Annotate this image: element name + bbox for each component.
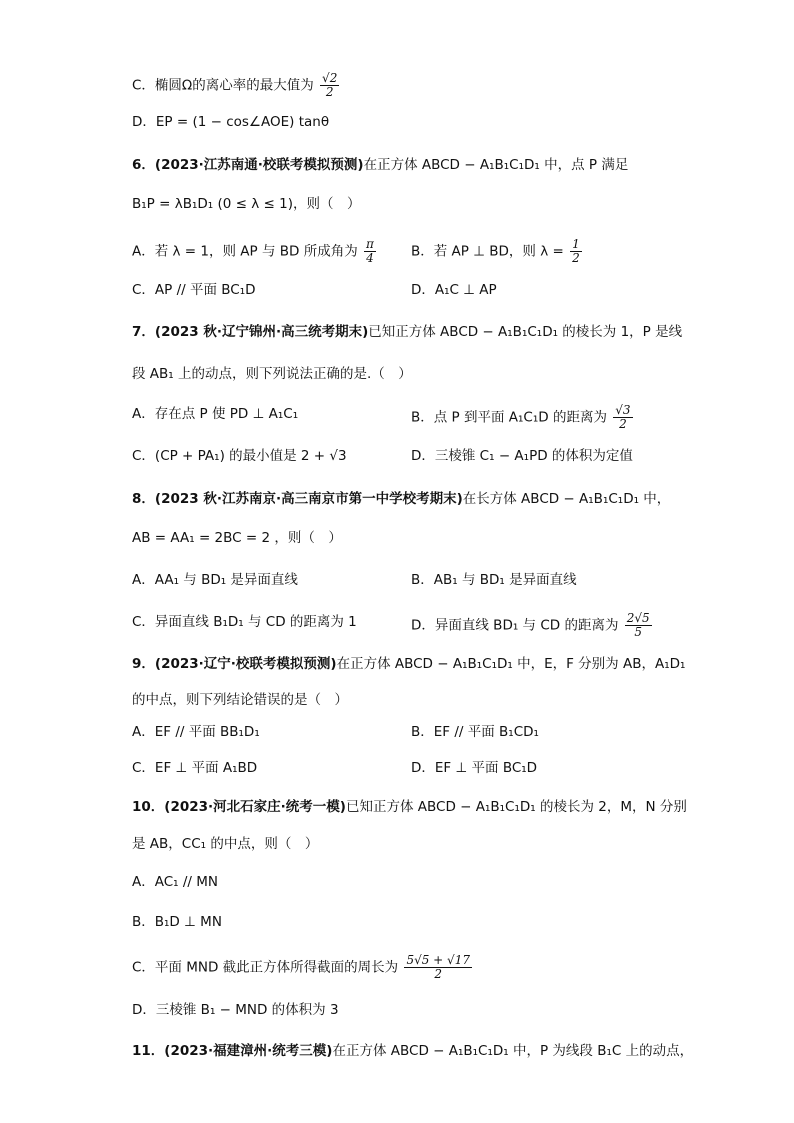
option-d-ep [132,112,329,132]
question-text: 在长方体 ABCD − A₁B₁C₁D₁ 中， [462,491,671,507]
q9-option-c [132,758,257,778]
q7-option-d [411,446,633,466]
q7-option-c [132,446,347,466]
q6-option-c [132,280,256,300]
fraction [404,954,472,981]
option-text: D．A₁C ⊥ AP [411,282,497,298]
fraction-denominator: 2 [619,417,627,431]
question-text: 已知正方体 ABCD − A₁B₁C₁D₁ 的棱长为 2，M，N 分别 [345,799,687,815]
question-10 [132,797,687,817]
q10-option-d [132,1000,339,1020]
q8-option-d [411,612,654,639]
question-text: 在正方体 ABCD − A₁B₁C₁D₁ 中，E，F 分别为 AB，A₁D₁ [336,656,686,672]
fraction [613,404,632,431]
fraction-denominator: 2 [572,251,580,265]
question-text: B₁P = λB₁D₁ (0 ≤ λ ≤ 1)，则（ ） [132,196,361,212]
question-text: 是 AB，CC₁ 的中点，则（ ） [132,836,319,852]
option-text: A．存在点 P 使 PD ⊥ A₁C₁ [132,406,299,422]
question-text: 在正方体 ABCD − A₁B₁C₁D₁ 中，点 P 满足 [363,157,629,173]
question-9-line2 [132,690,348,710]
question-source: 11．(2023·福建漳州·统考三模) [132,1043,333,1059]
q9-option-d [411,758,537,778]
q8-option-c [132,612,357,632]
question-8-condition [132,528,342,548]
question-10-line2 [132,834,318,854]
question-6 [132,155,628,175]
q7-option-b [411,404,635,431]
q6-option-d [411,280,497,300]
option-text: C．异面直线 B₁D₁ 与 CD 的距离为 1 [132,614,357,630]
question-text: 段 AB₁ 上的动点，则下列说法正确的是.（ ） [132,366,412,382]
fraction [625,612,652,639]
question-8 [132,489,670,509]
fraction-denominator: 2 [434,967,443,981]
option-text: D．三棱锥 B₁ − MND 的体积为 3 [132,1002,339,1018]
question-source: 6．(2023·江苏南通·校联考模拟预测) [132,157,364,173]
question-source: 9．(2023·辽宁·校联考模拟预测) [132,656,337,672]
option-text: C．AP // 平面 BC₁D [132,282,256,298]
fraction-numerator: √2 [322,71,338,85]
fraction [320,72,339,99]
question-7 [132,322,682,342]
q7-option-a [132,404,298,424]
option-text: B．点 P 到平面 A₁C₁D 的距离为 [411,409,607,426]
q9-option-b [411,722,539,742]
question-text: AB = AA₁ = 2BC = 2 ，则（ ） [132,530,342,546]
question-source: 10．(2023·河北石家庄·统考一模) [132,799,346,815]
question-7-line2 [132,364,412,384]
option-text: B．B₁D ⊥ MN [132,914,222,930]
option-text: C．椭圆Ω的离心率的最大值为 [132,77,314,94]
fraction-denominator: 2 [325,85,334,99]
option-text: D．异面直线 BD₁ 与 CD 的距离为 [411,617,619,634]
option-text: A．AA₁ 与 BD₁ 是异面直线 [132,572,298,588]
option-text: D．EF ⊥ 平面 BC₁D [411,760,538,776]
option-text: C．平面 MND 截此正方体所得截面的周长为 [132,959,399,976]
option-text: A．EF // 平面 BB₁D₁ [132,724,260,740]
q10-option-a [132,872,218,892]
fraction-denominator: 4 [366,251,374,265]
option-text: A．AC₁ // MN [132,874,218,890]
question-text: 的中点，则下列结论错误的是（ ） [132,692,348,708]
option-text: C．EF ⊥ 平面 A₁BD [132,760,258,776]
question-text: 已知正方体 ABCD − A₁B₁C₁D₁ 的棱长为 1，P 是线 [368,324,683,340]
q10-option-b [132,912,222,932]
option-text: B．EF // 平面 B₁CD₁ [411,724,539,740]
fraction-numerator: 1 [572,237,580,251]
q6-option-a [132,238,378,265]
option-text: B．AB₁ 与 BD₁ 是异面直线 [411,572,577,588]
fraction-numerator: √3 [615,403,631,417]
fraction [570,238,582,265]
option-c-ellipse [132,72,341,99]
option-text: D．三棱锥 C₁ − A₁PD 的体积为定值 [411,448,633,464]
question-9 [132,654,685,674]
option-text: C．(CP + PA₁) 的最小值是 2 + √3 [132,448,347,464]
fraction [364,238,376,265]
fraction-denominator: 5 [634,625,643,639]
fraction-numerator: 5√5 + √17 [406,953,470,967]
question-text: 在正方体 ABCD − A₁B₁C₁D₁ 中，P 为线段 B₁C 上的动点， [332,1043,694,1059]
question-11 [132,1041,693,1061]
q8-option-a [132,570,298,590]
option-text: B．若 AP ⊥ BD，则 λ = [411,243,564,260]
question-source: 8．(2023 秋·江苏南京·高三南京市第一中学校考期末) [132,491,463,507]
option-text: D．EP = (1 − cos∠AOE) tanθ [132,114,330,130]
fraction-numerator: 2√5 [626,611,650,625]
question-6-condition [132,194,360,214]
question-source: 7．(2023 秋·辽宁锦州·高三统考期末) [132,324,369,340]
option-text: A．若 λ = 1，则 AP 与 BD 所成角为 [132,243,358,260]
q10-option-c [132,954,474,981]
fraction-numerator: π [366,237,374,251]
q6-option-b [411,238,584,265]
q8-option-b [411,570,577,590]
q9-option-a [132,722,260,742]
